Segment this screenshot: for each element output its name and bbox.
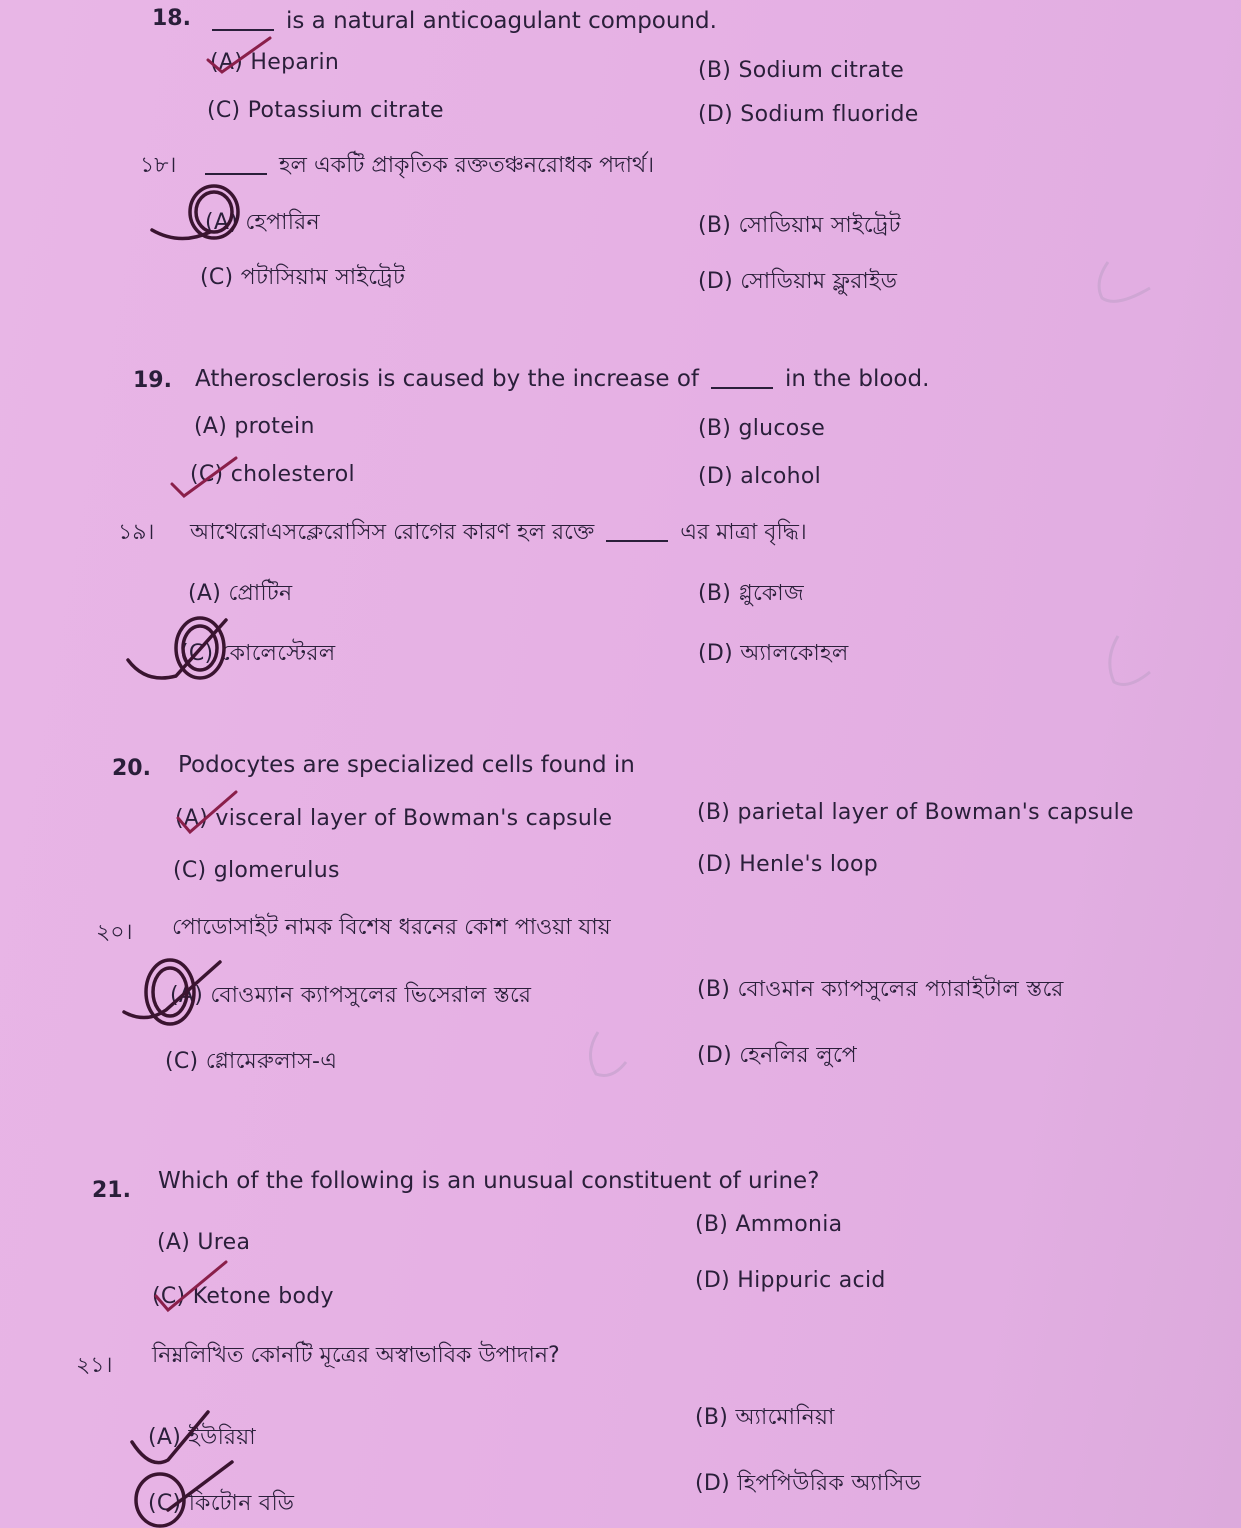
q20-option-a-bn: (A) বোওম্যান ক্যাপসুলের ভিসেরাল স্তরে xyxy=(170,983,532,1008)
question-19-text-bn: আথেরোএসক্লেরোসিস রোগের কারণ হল রক্তে এর মাত্রা বৃদ্ধি। xyxy=(190,520,807,545)
faint-pen-mark xyxy=(1099,262,1150,301)
q18-option-d: (D) Sodium fluoride xyxy=(698,102,919,127)
question-19-number: 19. xyxy=(133,368,172,393)
q20-option-a: (A) visceral layer of Bowman's capsule xyxy=(175,806,613,831)
q18-option-c-bn: (C) পটাসিয়াম সাইট্রেট xyxy=(200,265,406,290)
q20-option-c: (C) glomerulus xyxy=(173,858,340,883)
question-19-number-bn: ১৯। xyxy=(118,520,155,545)
answer-blank xyxy=(205,173,267,175)
question-21-number: 21. xyxy=(92,1178,131,1203)
question-20-number-bn: ২০। xyxy=(96,920,133,945)
question-18-number: 18. xyxy=(152,6,191,31)
question-21-text-bn: নিম্নলিখিত কোনটি মূত্রের অস্বাভাবিক উপাদান? xyxy=(152,1343,560,1368)
q19-option-a: (A) protein xyxy=(194,414,315,439)
q19-option-b: (B) glucose xyxy=(698,416,826,441)
question-19-text: Atherosclerosis is caused by the increase of in the blood. xyxy=(195,366,930,392)
question-21-text: Which of the following is an unusual constituent of urine? xyxy=(158,1168,820,1194)
q18-option-b: (B) Sodium citrate xyxy=(698,58,905,83)
q18-option-c: (C) Potassium citrate xyxy=(207,98,444,123)
q21-option-d-bn: (D) হিপপিউরিক অ্যাসিড xyxy=(695,1471,922,1496)
answer-blank xyxy=(606,540,668,542)
q18-option-a: (A) Heparin xyxy=(210,50,340,75)
q18-option-a-bn: (A) হেপারিন xyxy=(205,210,320,235)
q21-option-c-bn: (C) কিটোন বডি xyxy=(148,1491,295,1516)
question-20-text-bn: পোডোসাইট নামক বিশেষ ধরনের কোশ পাওয়া যায় xyxy=(172,915,611,940)
q19-option-c: (C) cholesterol xyxy=(190,462,355,487)
question-21-number-bn: ২১। xyxy=(76,1353,113,1378)
answer-blank xyxy=(212,29,274,31)
question-18-text-bn: হল একটি প্রাকৃতিক রক্ততঞ্চনরোধক পদার্থ। xyxy=(205,148,654,185)
question-18-number-bn: ১৮। xyxy=(140,153,177,178)
question-20-text: Podocytes are specialized cells found in xyxy=(178,752,635,778)
q19-option-c-bn: (C) কোলেস্টেরল xyxy=(180,641,336,666)
q18-option-d-bn: (D) সোডিয়াম ফ্লুরাইড xyxy=(698,269,898,294)
q19-option-b-bn: (B) গ্লুকোজ xyxy=(698,581,804,606)
q21-option-a-bn: (A) ইউরিয়া xyxy=(148,1425,256,1450)
question-18-text: is a natural anticoagulant compound. xyxy=(212,8,717,34)
q20-option-b: (B) parietal layer of Bowman's capsule xyxy=(697,800,1134,825)
q19-option-d-bn: (D) অ্যালকোহল xyxy=(698,641,849,666)
q21-option-b-bn: (B) অ্যামোনিয়া xyxy=(695,1405,835,1430)
question-20-number: 20. xyxy=(112,756,151,781)
q21-option-d: (D) Hippuric acid xyxy=(695,1268,886,1293)
q18-option-b-bn: (B) সোডিয়াম সাইট্রেট xyxy=(698,213,901,238)
answer-blank xyxy=(711,387,773,389)
q20-option-c-bn: (C) গ্লোমেরুলাস-এ xyxy=(165,1049,338,1074)
q21-option-a: (A) Urea xyxy=(157,1230,251,1255)
q19-option-a-bn: (A) প্রোটিন xyxy=(188,581,293,606)
q20-option-b-bn: (B) বোওমান ক্যাপসুলের প্যারাইটাল স্তরে xyxy=(697,977,1064,1002)
q20-option-d: (D) Henle's loop xyxy=(697,852,879,877)
q21-option-c: (C) Ketone body xyxy=(152,1284,334,1309)
q21-option-b: (B) Ammonia xyxy=(695,1212,843,1237)
q19-option-d: (D) alcohol xyxy=(698,464,822,489)
q20-option-d-bn: (D) হেনলির লুপে xyxy=(697,1043,857,1068)
